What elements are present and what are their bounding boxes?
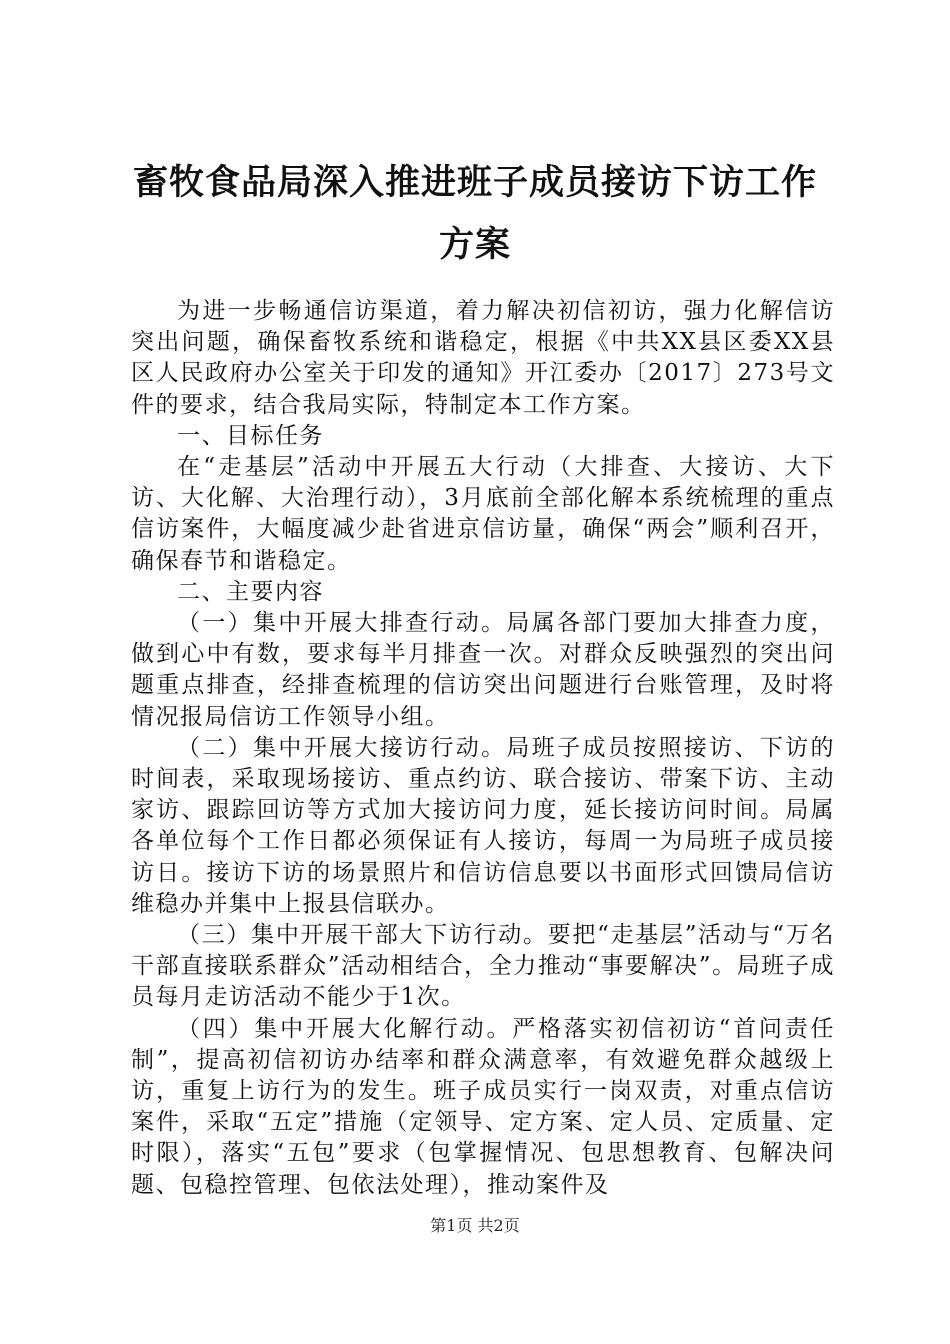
section-heading-content: 二、主要内容 [177, 578, 324, 605]
section-heading-goals: 一、目标任务 [177, 422, 324, 449]
document-body [131, 296, 835, 1201]
intro-paragraph: 为进一步畅通信访渠道，着力解决初信初访，强力化解信访突出问题，确保畜牧系统和谐稳定，根据《中共XX县区委XX县区人民政府办公室关于印发的通知》开江委办〔2017〕273号文件的要求，结合我局实际，特制定本工作方案。 [131, 298, 835, 418]
goals-paragraph: 在“走基层”活动中开展五大行动（大排查、大接访、大下访、大化解、大治理行动），3月底前全部化解本系统梳理的重点信访案件，大幅度减少赴省进京信访量，确保“两会”顺利召开，确保春节和谐稳定。 [131, 454, 835, 574]
content-item-3: （三）集中开展干部大下访行动。要把“走基层”活动与“万名干部直接联系群众”活动相结合，全力推动“事要解决”。局班子成员每月走访活动不能少于1次。 [131, 922, 835, 1011]
document-title: 畜牧食品局深入推进班子成员接访下访工作方案 [132, 162, 817, 265]
page-footer: 第1页 共2页 [430, 1216, 520, 1235]
content-item-1: （一）集中开展大排查行动。局属各部门要加大排查力度，做到心中有数，要求每半月排查一次。对群众反映强烈的突出问题重点排查，经排查梳理的信访突出问题进行台账管理，及时将情况报局信访工作领导小组。 [131, 610, 835, 730]
content-item-4: （四）集中开展大化解行动。严格落实初信初访“首问责任制”，提高初信初访办结率和群众满意率，有效避免群众越级上访，重复上访行为的发生。班子成员实行一岗双责，对重点信访案件，采取“五定”措施（定领导、定方案、定人员、定质量、定时限），落实“五包”要求（包掌握情况、包思想教育、包解决问题、包稳控管理、包依法处理），推动案件及 [131, 1015, 835, 1198]
content-item-2: （二）集中开展大接访行动。局班子成员按照接访、下访的时间表，采取现场接访、重点约访、联合接访、带案下访、主动家访、跟踪回访等方式加大接访问力度，延长接访问时间。局属各单位每个工作日都必须保证有人接访，每周一为局班子成员接访日。接访下访的场景照片和信访信息要以书面形式回馈局信访维稳办并集中上报县信联办。 [131, 734, 835, 917]
